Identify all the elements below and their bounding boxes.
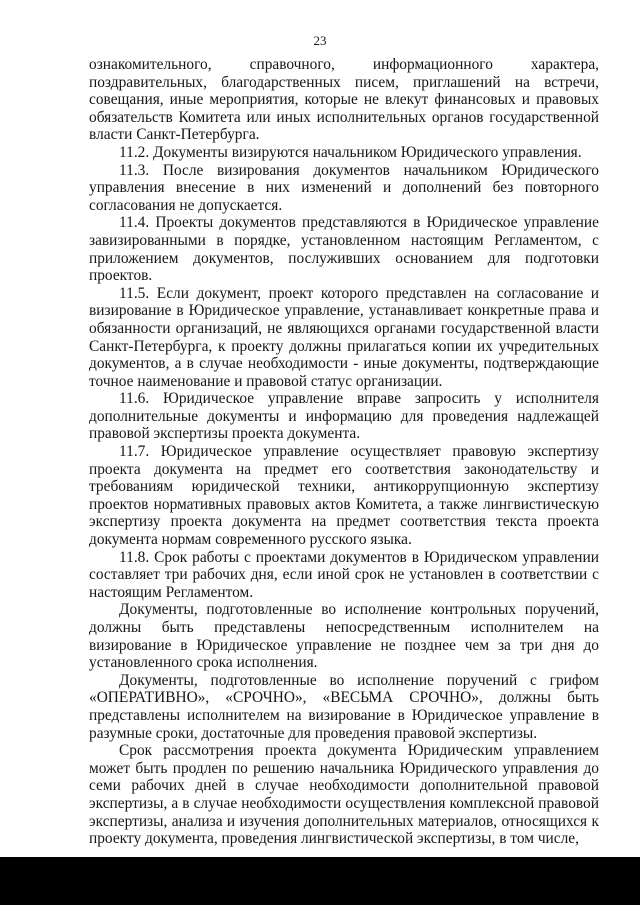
paragraph-11-4: 11.4. Проекты документов представляются в Юридическое управление завизированными в порядке, установленном настоящим Регламентом, с приложением документов, послуживших основанием для подготовки проектов. [89,214,599,285]
paragraph-11-3: 11.3. После визирования документов начальником Юридического управления внесение в них изменений и дополнений без повторного согласования не допускается. [89,161,599,214]
page-number: 23 [313,33,327,48]
paragraph-continuation: ознакомительного, справочного, информационного характера, поздравительных, благодарственных писем, приглашений на встречи, совещания, иные мероприятия, которые не влекут финансовых и правовых обязательств Комитета или иных исполнительных органов государственной власти Санкт-Петербурга. [89,56,599,144]
paragraph-review-extension: Срок рассмотрения проекта документа Юридическим управлением может быть продлен по решению начальника Юридического управления до семи рабочих дней в случае необходимости дополнительной правовой экспертизы, а в случае необходимости осуществления комплексной правовой экспертизы, анализа и изучения дополнительных материалов, относящихся к проекту документа, проведения лингвистической экспертизы, в том числе, [89,742,599,848]
document-body [89,56,599,848]
paragraph-control-orders: Документы, подготовленные во исполнение контрольных поручений, должны быть представлены непосредственным исполнителем на визирование в Юридическое управление не позднее чем за три дня до установленного срока исполнения. [89,601,599,672]
paragraph-11-8: 11.8. Срок работы с проектами документов в Юридическом управлении составляет три рабочих дня, если иной срок не установлен в соответствии с настоящим Регламентом. [89,548,599,601]
paragraph-11-5: 11.5. Если документ, проект которого представлен на согласование и визирование в Юридическое управление, устанавливает конкретные права и обязанности организаций, не являющихся органами государственной власти Санкт-Петербурга, к проекту должны прилагаться копии их учредительных документов, а в случае необходимости - иные документы, подтверждающие точное наименование и правовой статус организации. [89,284,599,390]
paragraph-11-6: 11.6. Юридическое управление вправе запросить у исполнителя дополнительные документы и информацию для проведения надлежащей правовой экспертизы проекта документа. [89,390,599,443]
paragraph-11-7: 11.7. Юридическое управление осуществляет правовую экспертизу проекта документа на предмет его соответствия законодательству и требованиям юридической техники, антикоррупционную экспертизу проектов нормативных правовых актов Комитета, а также лингвистическую экспертизу проекта документа на предмет соответствия текста проекта документа нормам современного русского языка. [89,443,599,549]
scan-bottom-border [0,857,640,905]
paragraph-urgent-orders: Документы, подготовленные во исполнение поручений с грифом «ОПЕРАТИВНО», «СРОЧНО», «ВЕСЬМА СРОЧНО», должны быть представлены исполнителем на визирование в Юридическое управление в разумные сроки, достаточные для проведения правовой экспертизы. [89,671,599,742]
paragraph-11-2: 11.2. Документы визируются начальником Юридического управления. [119,143,582,161]
